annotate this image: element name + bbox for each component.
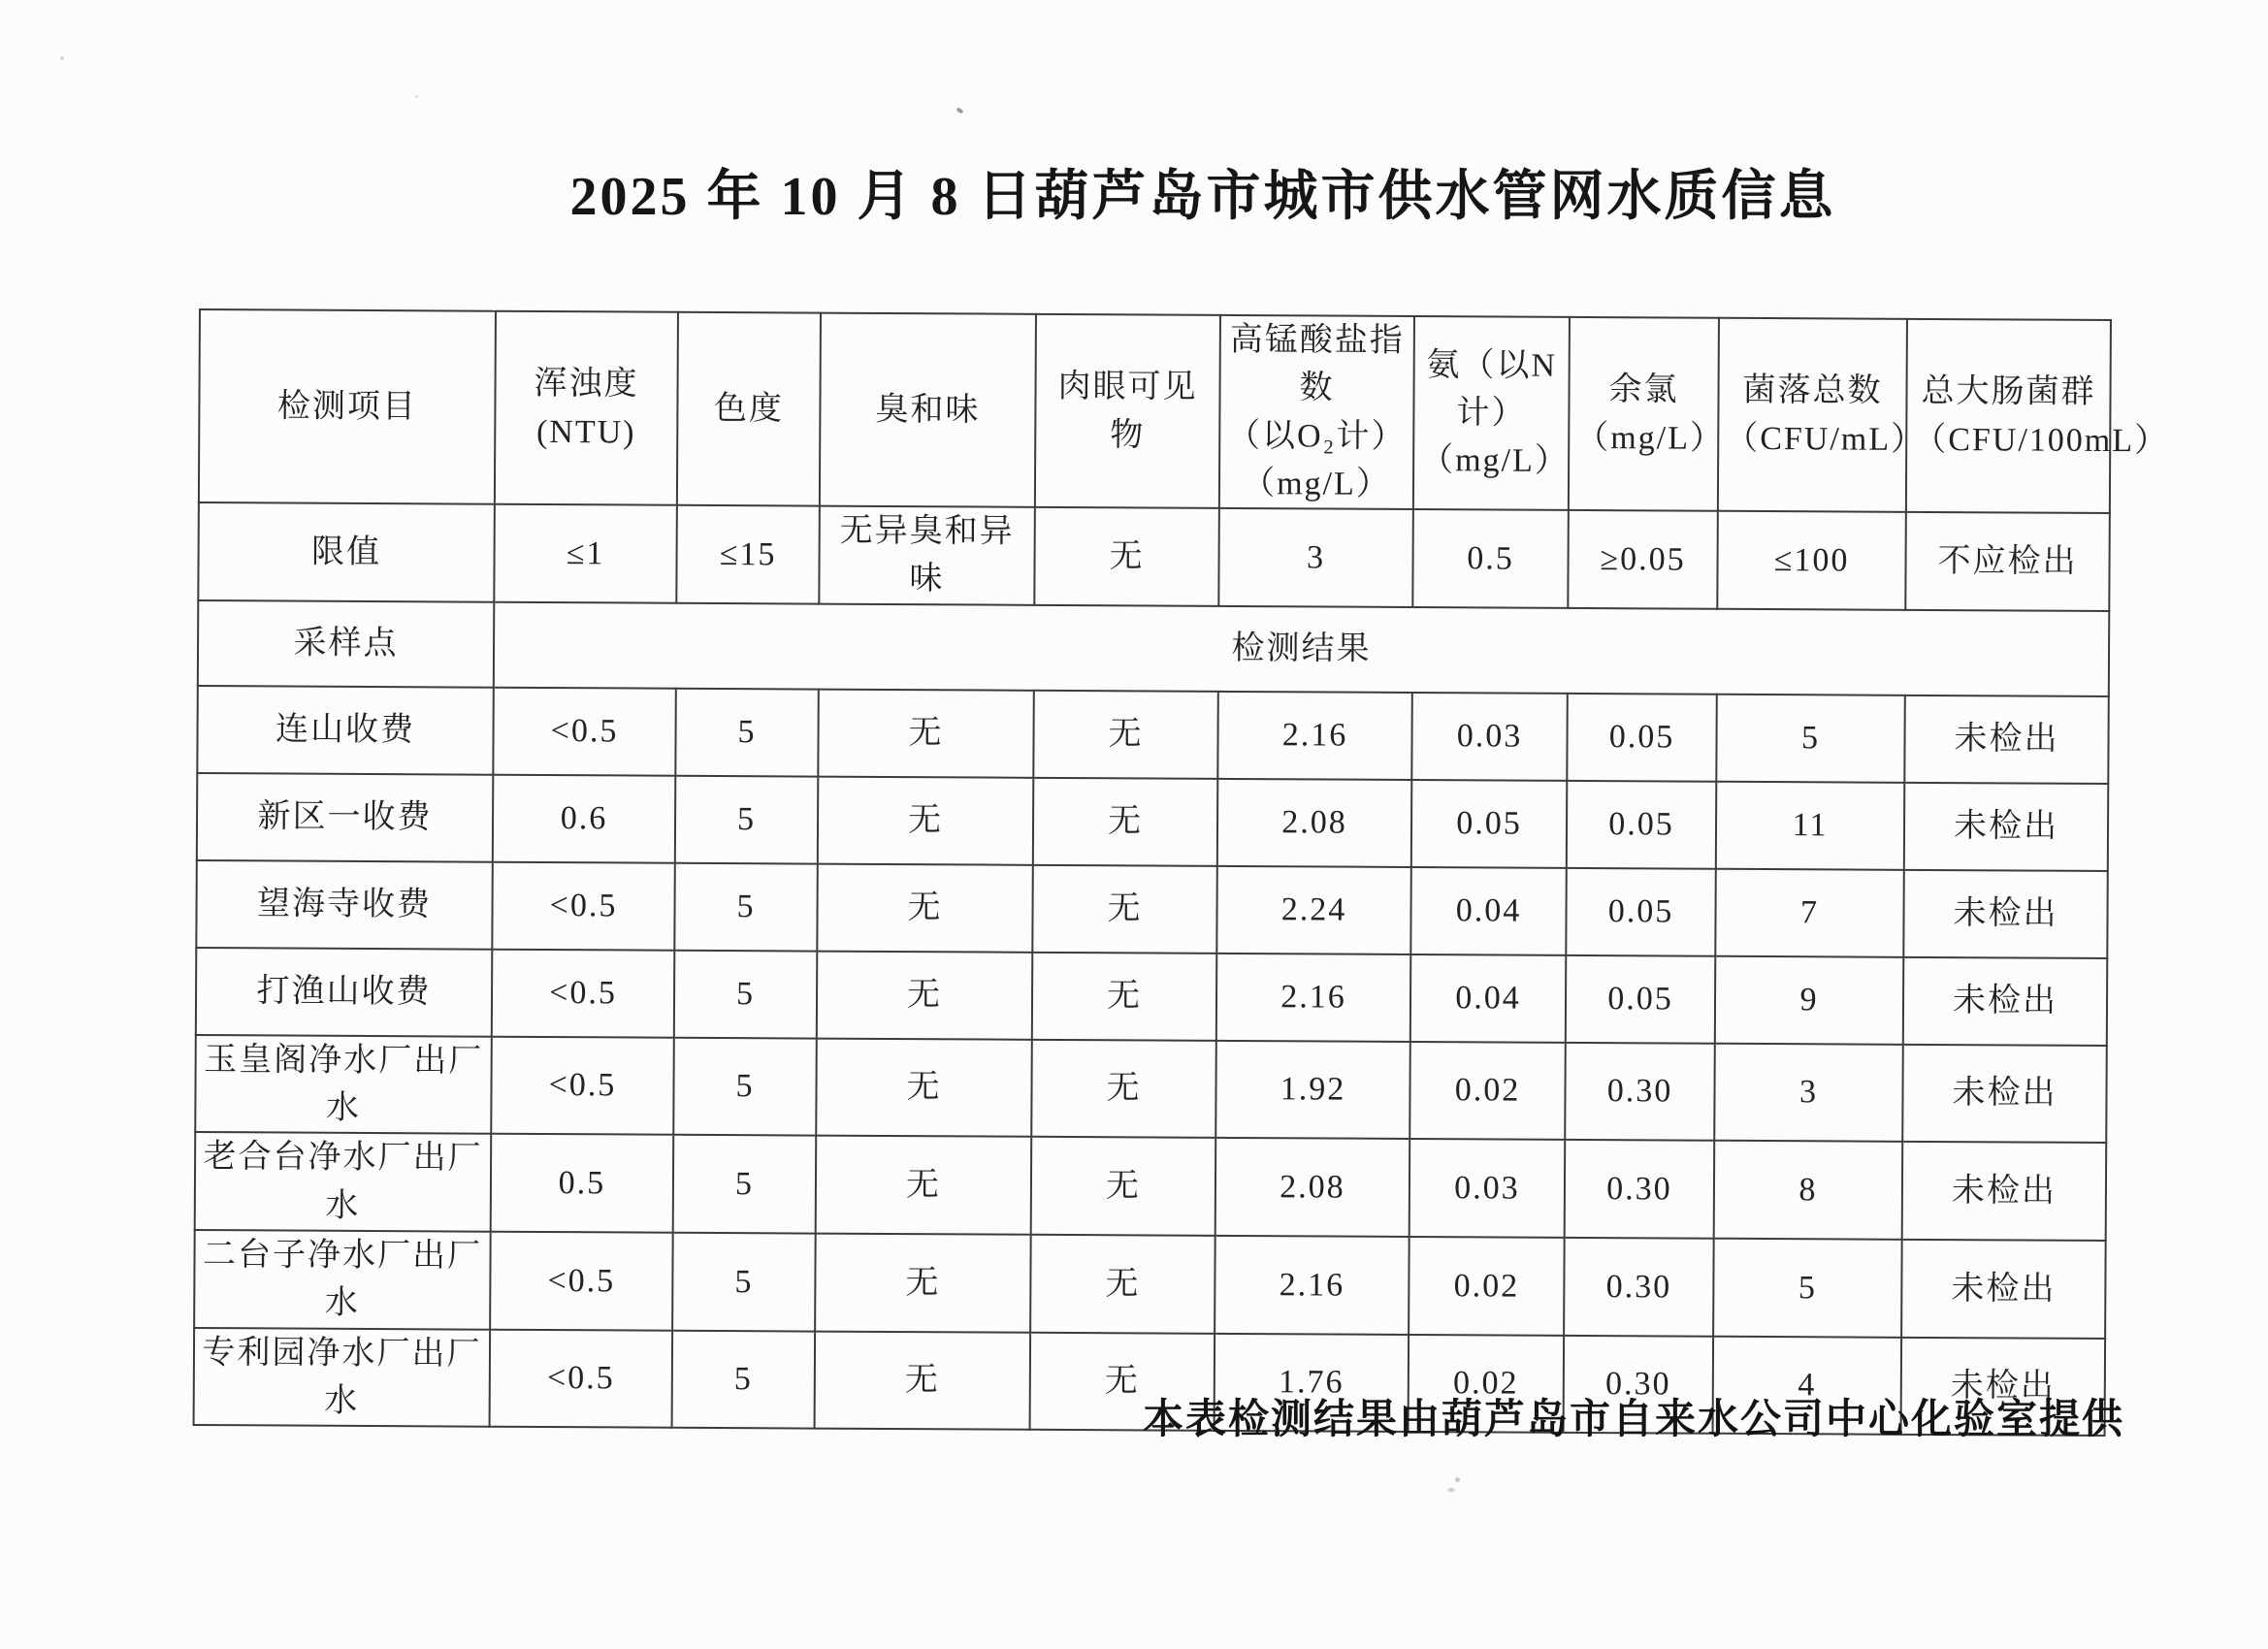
result-cell: 5: [672, 1233, 816, 1331]
header-cell-odor: 臭和味: [820, 313, 1036, 507]
result-cell: 无: [1031, 1040, 1216, 1139]
header-cell-total-coliform: 总大肠菌群 （CFU/100mL）: [1906, 319, 2111, 513]
result-cell: 2.08: [1215, 1138, 1410, 1237]
result-cell: 无: [816, 1038, 1032, 1137]
table-row: [197, 686, 2108, 784]
result-cell: 5: [675, 689, 819, 777]
result-cell: 无: [817, 951, 1032, 1039]
result-cell: 5: [1713, 1239, 1902, 1338]
result-cell: 未检出: [1902, 1142, 2107, 1241]
table-row: [194, 1230, 2106, 1339]
result-cell: <0.5: [490, 1232, 673, 1331]
result-cell: 2.16: [1217, 692, 1411, 780]
result-cell: 无: [1031, 1137, 1216, 1236]
result-cell: <0.5: [492, 949, 674, 1037]
header-cell-test-item: 检测项目: [199, 309, 496, 504]
scan-speck: [1455, 1477, 1460, 1482]
sampling-site-cell: 望海寺收费: [196, 860, 492, 950]
result-cell: 0.30: [1565, 1043, 1715, 1141]
sampling-site-cell: 新区一收费: [197, 773, 493, 862]
result-cell: 无: [1030, 1235, 1215, 1334]
limit-cell: 无异臭和异味: [819, 506, 1035, 605]
result-cell: 无: [1032, 865, 1216, 954]
sampling-site-cell: 二台子净水厂出厂水: [194, 1230, 491, 1329]
result-cell: 4: [1713, 1336, 1902, 1435]
result-cell: 5: [673, 1135, 817, 1233]
header-cell-residual-chlorine: 余氯 （mg/L）: [1569, 317, 1719, 511]
result-cell: 无: [816, 1136, 1032, 1235]
result-cell: 未检出: [1903, 957, 2107, 1046]
result-cell: 无: [1033, 691, 1217, 779]
header-cell-turbidity: 浑浊度(NTU): [495, 311, 678, 505]
result-cell: 8: [1714, 1141, 1903, 1240]
result-cell: 未检出: [1901, 1337, 2106, 1436]
sampling-site-cell: 玉皇阁净水厂出厂水: [195, 1035, 492, 1134]
table-row: [195, 1035, 2107, 1144]
result-cell: 5: [673, 1038, 817, 1136]
result-cell: 5: [674, 863, 818, 952]
result-cell: 0.05: [1566, 955, 1716, 1044]
result-cell: <0.5: [492, 861, 674, 950]
result-cell: 2.16: [1216, 954, 1410, 1042]
result-cell: 11: [1716, 782, 1904, 870]
result-cell: 0.02: [1409, 1237, 1565, 1335]
limit-row: [198, 502, 2110, 611]
table-row: [196, 948, 2107, 1046]
water-quality-table: [193, 308, 2170, 1437]
sample-point-label: 采样点: [198, 600, 494, 688]
result-cell: 未检出: [1903, 870, 2107, 958]
result-cell: 0.30: [1564, 1335, 1714, 1433]
sampling-site-cell: 老合台净水厂出厂水: [195, 1132, 492, 1231]
result-cell: <0.5: [490, 1329, 673, 1428]
limit-cell: ≤100: [1717, 511, 1906, 610]
sampling-site-cell: 打渔山收费: [196, 948, 492, 1037]
sampling-site-cell: 连山收费: [197, 686, 493, 775]
result-cell: 0.04: [1410, 867, 1567, 955]
result-cell: 5: [674, 951, 818, 1039]
limit-cell: 无: [1034, 507, 1219, 606]
limit-cell: 0.5: [1412, 509, 1569, 607]
result-cell: 0.05: [1411, 780, 1568, 868]
result-cell: 0.5: [491, 1134, 674, 1233]
result-cell: 未检出: [1904, 695, 2108, 784]
header-row: [199, 309, 2111, 513]
table-row: [197, 773, 2108, 871]
result-cell: 无: [1032, 953, 1216, 1041]
result-cell: 未检出: [1901, 1240, 2106, 1339]
result-cell: 9: [1715, 956, 1903, 1045]
result-cell: 0.05: [1566, 868, 1716, 956]
result-cell: 7: [1715, 869, 1903, 957]
result-cell: 0.05: [1567, 694, 1717, 782]
result-cell: 0.30: [1564, 1238, 1714, 1336]
result-cell: <0.5: [493, 687, 675, 775]
page-title: 2025 年 10 月 8 日葫芦岛市城市供水管网水质信息: [569, 167, 1836, 227]
sample-point-row: [198, 600, 2109, 696]
result-cell: 无: [1030, 1332, 1215, 1431]
result-cell: 5: [675, 776, 819, 864]
header-cell-ammonia: 氨（以N计） （mg/L）: [1413, 316, 1570, 510]
result-cell: 2.16: [1215, 1236, 1409, 1335]
result-cell: 0.02: [1409, 1042, 1566, 1140]
result-cell: 无: [818, 776, 1033, 864]
sampling-site-cell: 专利园净水厂出厂水: [194, 1328, 491, 1427]
result-cell: 无: [815, 1234, 1031, 1333]
result-cell: 无: [817, 863, 1032, 952]
result-cell: 0.30: [1565, 1140, 1715, 1238]
limit-cell: ≤1: [494, 504, 677, 603]
scan-speck: [956, 107, 963, 113]
result-cell: 0.03: [1411, 693, 1568, 781]
table-row: [195, 1132, 2107, 1241]
result-cell: 未检出: [1904, 783, 2108, 871]
header-cell-visible-matter: 肉眼可见物: [1035, 314, 1220, 508]
table-row: [196, 860, 2107, 958]
result-cell: 0.03: [1409, 1139, 1566, 1237]
scan-speck: [1447, 1488, 1455, 1492]
result-cell: <0.5: [491, 1036, 674, 1135]
result-cell: 1.76: [1215, 1333, 1409, 1432]
limit-cell: 不应检出: [1905, 512, 2110, 611]
result-cell: 0.6: [493, 774, 675, 862]
result-cell: 无: [818, 689, 1033, 777]
limit-cell: ≤15: [676, 505, 820, 603]
results-body: [194, 686, 2109, 1436]
result-cell: 5: [1716, 695, 1904, 783]
limit-cell: ≥0.05: [1568, 510, 1718, 608]
result-cell: 0.05: [1567, 781, 1717, 869]
result-cell: 2.08: [1217, 779, 1411, 867]
result-cell: 0.04: [1410, 954, 1567, 1043]
result-cell: 无: [815, 1331, 1031, 1430]
results-merged-cell: 检测结果: [494, 601, 2109, 695]
result-cell: 2.24: [1216, 866, 1410, 954]
result-cell: 1.92: [1215, 1041, 1410, 1140]
header-cell-permanganate: 高锰酸盐指数 （以O₂计） （mg/L）: [1219, 315, 1414, 509]
limit-row-label: 限值: [198, 502, 495, 601]
scan-speck: [415, 95, 418, 98]
limit-cell: 3: [1218, 508, 1413, 607]
result-cell: 0.02: [1409, 1335, 1565, 1433]
result-cell: 无: [1033, 778, 1217, 866]
result-cell: 3: [1714, 1044, 1903, 1143]
header-cell-colony-count: 菌落总数 （CFU/mL）: [1718, 318, 1907, 512]
result-cell: 5: [672, 1330, 816, 1428]
scan-speck: [60, 56, 64, 60]
result-cell: 未检出: [1902, 1045, 2107, 1144]
header-cell-color: 色度: [677, 312, 821, 506]
footer-note: 本表检测结果由葫芦岛市自来水公司中心化验室提供: [1143, 1398, 2125, 1442]
